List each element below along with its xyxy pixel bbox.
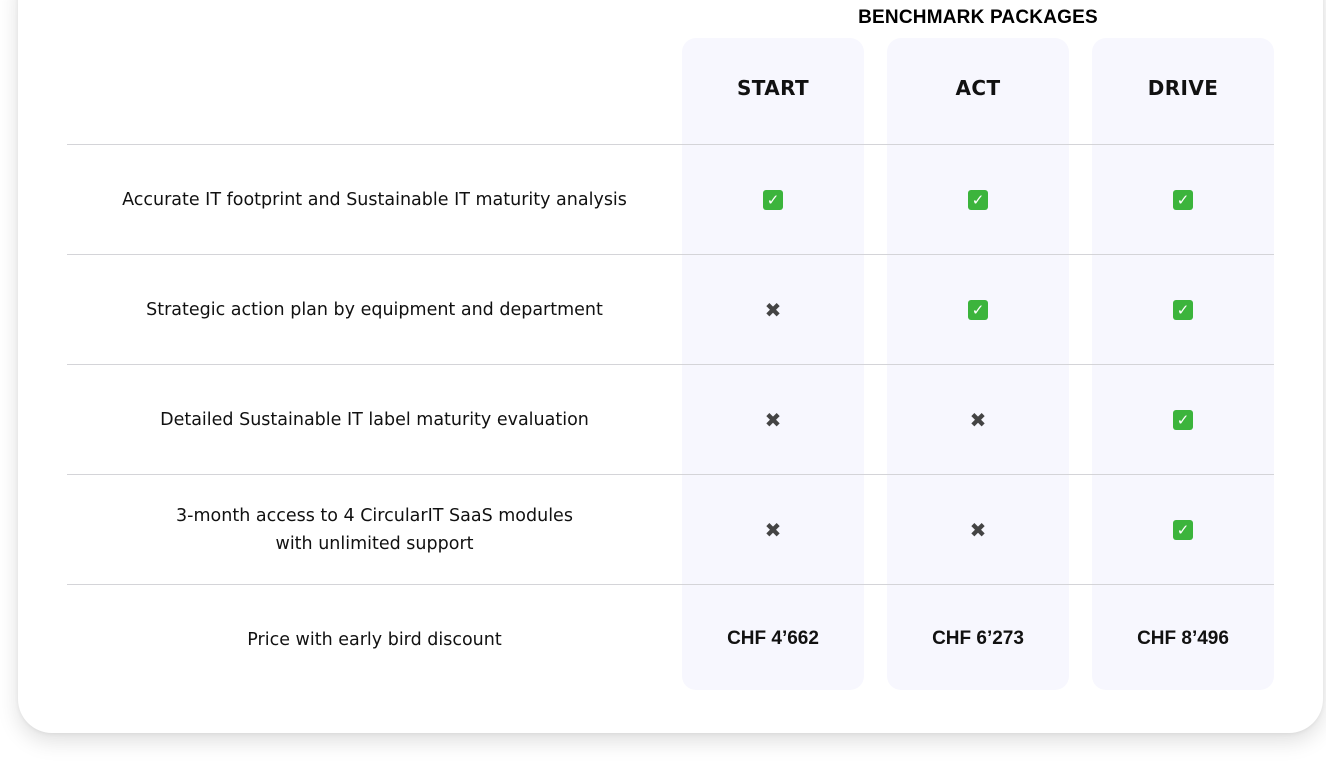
feature-cell-drive	[1092, 145, 1274, 254]
cross-mark-icon: ✖	[764, 407, 782, 432]
feature-label	[67, 255, 682, 364]
cross-mark-icon: ✖	[969, 517, 987, 542]
check-mark-icon: ✓	[763, 190, 783, 210]
feature-cell-act	[887, 365, 1069, 474]
cross-mark-icon: ✖	[764, 517, 782, 542]
price-act: CHF 6’273	[932, 628, 1024, 649]
check-mark-icon: ✓	[968, 190, 988, 210]
feature-label	[67, 145, 682, 254]
package-header-drive: DRIVE	[1147, 76, 1219, 100]
feature-label-line: 3-month access to 4 CircularIT SaaS modules	[176, 505, 573, 526]
check-mark-icon: ✓	[1173, 300, 1193, 320]
cross-mark-icon: ✖	[764, 297, 782, 322]
feature-cell-drive	[1092, 365, 1274, 474]
check-mark-icon: ✓	[1173, 190, 1193, 210]
feature-cell-drive	[1092, 255, 1274, 364]
check-mark-icon: ✓	[1173, 520, 1193, 540]
feature-label	[67, 365, 682, 474]
feature-cell-act	[887, 475, 1069, 584]
cross-mark-icon: ✖	[969, 407, 987, 432]
feature-label-line: Accurate IT footprint and Sustainable IT maturity analysis	[122, 189, 627, 210]
price-start: CHF 4’662	[727, 628, 819, 649]
section-title: BENCHMARK PACKAGES	[858, 7, 1098, 28]
feature-label-line: Detailed Sustainable IT label maturity evaluation	[160, 409, 589, 430]
price-row-label: Price with early bird discount	[247, 630, 502, 650]
feature-cell-act	[887, 145, 1069, 254]
feature-label-line: Strategic action plan by equipment and department	[146, 299, 603, 320]
feature-cell-start	[682, 475, 864, 584]
feature-cell-start	[682, 255, 864, 364]
package-header-start: START	[736, 76, 810, 100]
check-mark-icon: ✓	[968, 300, 988, 320]
feature-label	[67, 475, 682, 584]
feature-cell-start	[682, 145, 864, 254]
feature-cell-start	[682, 365, 864, 474]
feature-cell-act	[887, 255, 1069, 364]
price-drive: CHF 8’496	[1137, 628, 1229, 649]
package-header-act: ACT	[955, 76, 1001, 100]
check-mark-icon: ✓	[1173, 410, 1193, 430]
feature-cell-drive	[1092, 475, 1274, 584]
feature-label-line: with unlimited support	[275, 533, 474, 554]
